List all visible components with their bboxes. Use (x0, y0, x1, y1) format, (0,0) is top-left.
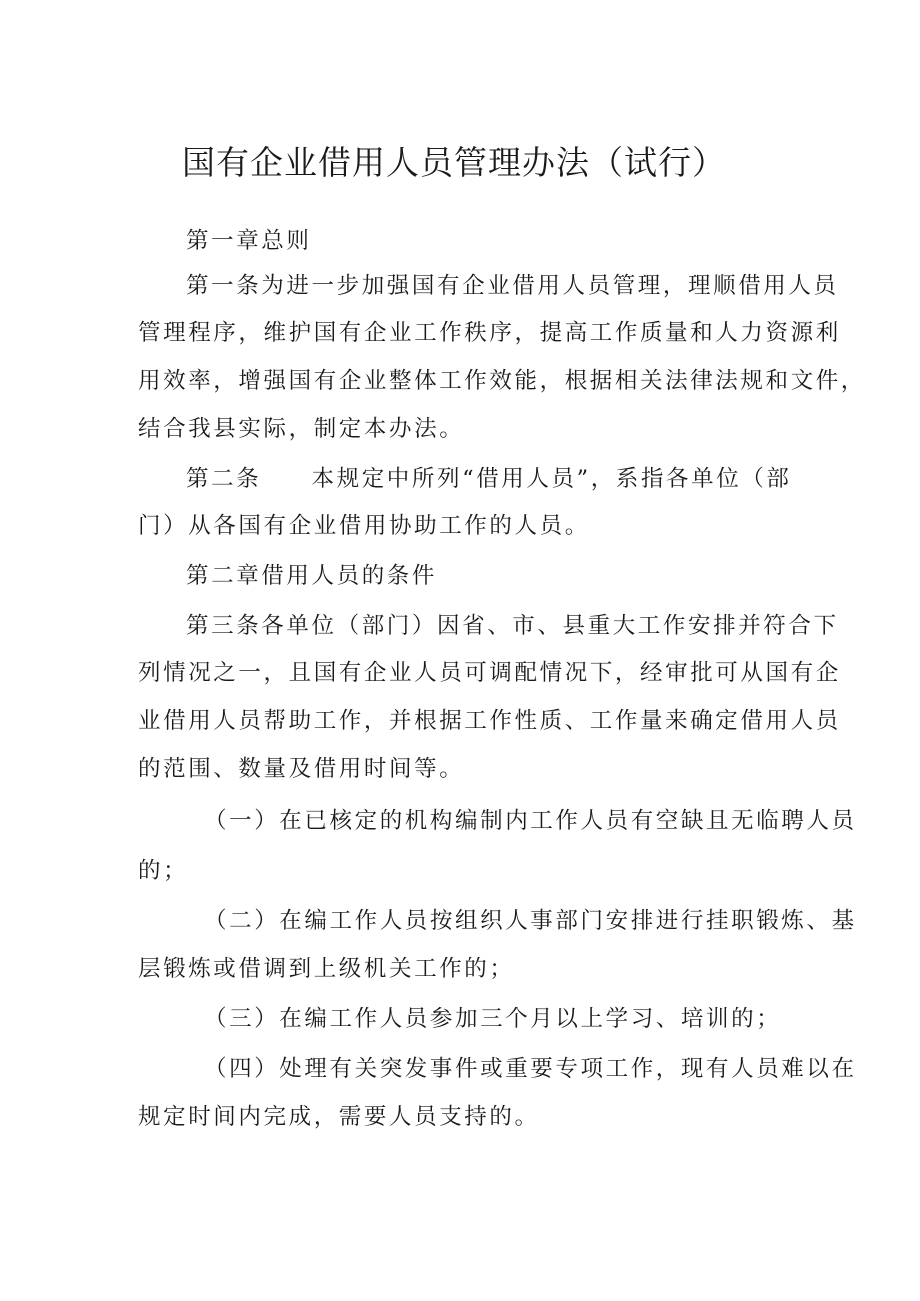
paragraph-line: 第二条 本规定中所列“借用人员”，系指各单位（部 (186, 466, 792, 492)
paragraph-line: 管理程序，维护国有企业工作秩序，提高工作质量和人力资源利 (138, 320, 841, 346)
paragraph-line: 用效率，增强国有企业整体工作效能，根据相关法律法规和文件， (138, 368, 866, 394)
list-item-line: （二）在编工作人员按组织人事部门安排进行挂职锻炼、基 (204, 908, 857, 934)
paragraph-line: 的范围、数量及借用时间等。 (138, 756, 465, 782)
chapter-heading: 第二章借用人员的条件 (186, 563, 438, 589)
paragraph-line: 列情况之一，且国有企业人员可调配情况下，经审批可从国有企 (138, 660, 841, 686)
chapter-heading: 第一章总则 (186, 228, 312, 254)
paragraph-line: 结合我县实际，制定本办法。 (138, 416, 465, 442)
list-item-line: （三）在编工作人员参加三个月以上学习、培训的； (204, 1006, 782, 1032)
paragraph-line: 第一条为进一步加强国有企业借用人员管理，理顺借用人员 (186, 273, 839, 299)
list-item-line: 的； (138, 858, 189, 884)
paragraph-line: 业借用人员帮助工作，并根据工作性质、工作量来确定借用人员 (138, 708, 841, 734)
document-title: 国有企业借用人员管理办法（试行） (182, 143, 726, 182)
list-item-line: （一）在已核定的机构编制内工作人员有空缺且无临聘人员 (204, 808, 857, 834)
list-item-line: 层锻炼或借调到上级机关工作的； (138, 956, 515, 982)
list-item-line: （四）处理有关突发事件或重要专项工作，现有人员难以在 (204, 1056, 857, 1082)
list-item-line: 规定时间内完成，需要人员支持的。 (138, 1104, 540, 1130)
paragraph-line: 门）从各国有企业借用协助工作的人员。 (138, 513, 590, 539)
paragraph-line: 第三条各单位（部门）因省、市、县重大工作安排并符合下 (186, 613, 839, 639)
